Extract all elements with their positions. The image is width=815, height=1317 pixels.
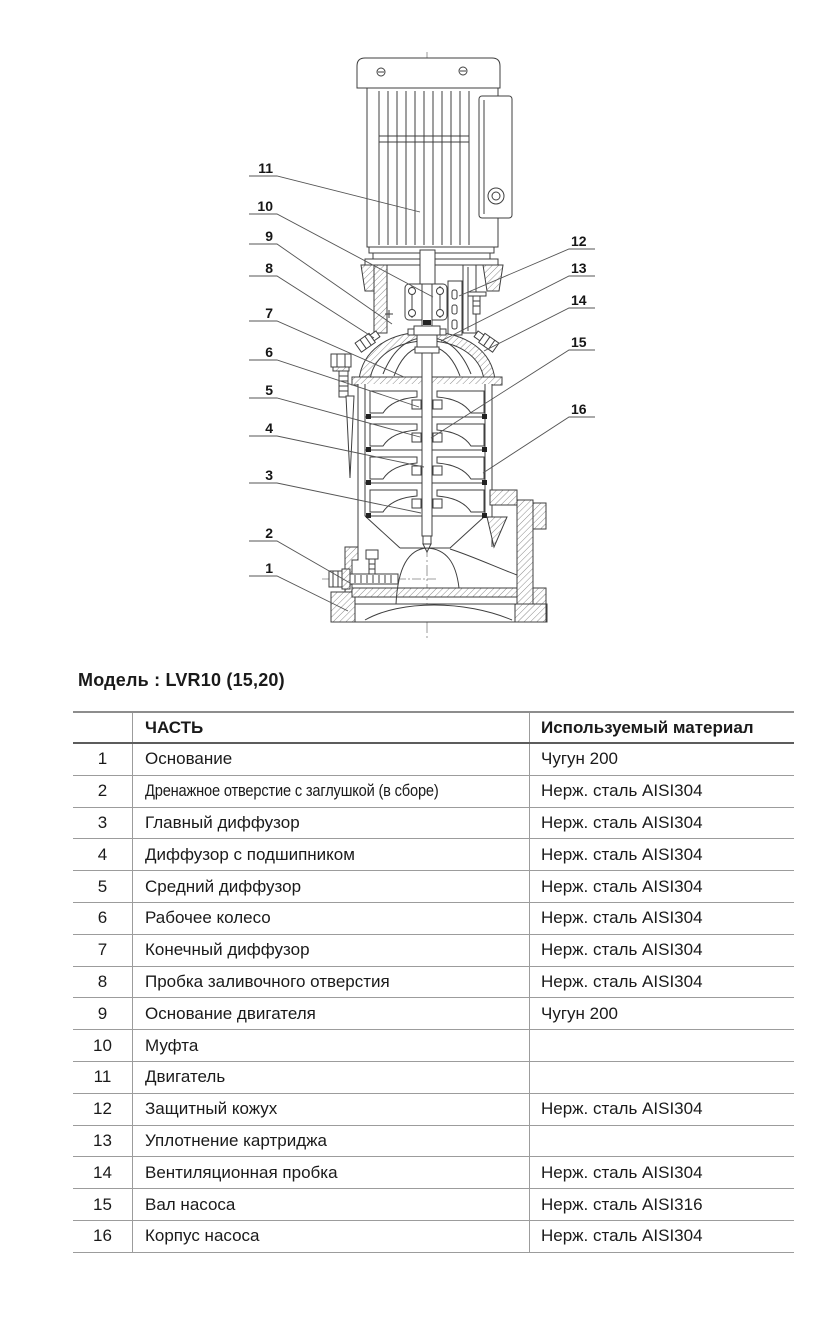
part-material: Нерж. сталь AISI316 [530,1189,795,1221]
part-number: 15 [73,1189,133,1221]
table-row [73,807,794,839]
part-material: Чугун 200 [530,743,795,775]
callout-8: 8 [265,260,273,276]
table-row [73,743,794,775]
part-material: Нерж. сталь AISI304 [530,934,795,966]
table-row [73,775,794,807]
part-number: 7 [73,934,133,966]
part-material: Нерж. сталь AISI304 [530,839,795,871]
part-material: Нерж. сталь AISI304 [530,807,795,839]
table-row [73,966,794,998]
part-number: 8 [73,966,133,998]
part-material: Нерж. сталь AISI304 [530,1220,795,1252]
header-material: Используемый материал [530,712,795,743]
part-name: Вал насоса [133,1189,530,1221]
callout-2: 2 [265,525,273,541]
part-material [530,1061,795,1093]
part-number: 11 [73,1061,133,1093]
part-name: Основание двигателя [133,998,530,1030]
part-material: Нерж. сталь AISI304 [530,871,795,903]
callout-11: 11 [258,160,273,176]
part-material: Нерж. сталь AISI304 [530,1157,795,1189]
part-number: 12 [73,1093,133,1125]
model-title: Модель : LVR10 (15,20) [78,670,285,690]
callout-12: 12 [571,233,587,249]
terminal-box [479,96,512,218]
part-number: 13 [73,1125,133,1157]
part-number: 3 [73,807,133,839]
part-name: Главный диффузор [133,807,530,839]
part-name: Диффузор с подшипником [133,839,530,871]
callout-9: 9 [265,228,273,244]
part-material [530,1125,795,1157]
part-name: Защитный кожух [133,1093,530,1125]
table-row [73,871,794,903]
callout-3: 3 [265,467,273,483]
callout-5: 5 [265,382,273,398]
callout-6: 6 [265,344,273,360]
part-material [530,1030,795,1062]
part-material: Нерж. сталь AISI304 [530,902,795,934]
table-row [73,1157,794,1189]
part-number: 14 [73,1157,133,1189]
part-number: 10 [73,1030,133,1062]
part-name: Пробка заливочного отверстия [133,966,530,998]
table-row [73,1061,794,1093]
jacket-edge [346,396,354,478]
parts-table [73,711,794,1253]
part-name: Основание [133,743,530,775]
table-row [73,998,794,1030]
table-row [73,1220,794,1252]
callout-14: 14 [571,292,587,308]
part-name: Средний диффузор [133,871,530,903]
part-material: Нерж. сталь AISI304 [530,1093,795,1125]
table-row [73,1189,794,1221]
part-name: Вентиляционная пробка [133,1157,530,1189]
part-number: 9 [73,998,133,1030]
drain-plug [322,569,436,589]
callout-15: 15 [571,334,587,350]
callout-10: 10 [257,198,273,214]
part-name: Корпус насоса [133,1220,530,1252]
table-row [73,839,794,871]
part-name: Рабочее колесо [133,902,530,934]
part-number: 2 [73,775,133,807]
callout-13: 13 [571,260,587,276]
motor [357,58,512,265]
part-number: 4 [73,839,133,871]
table-row [73,902,794,934]
table-row [73,1030,794,1062]
header-part: ЧАСТЬ [133,712,530,743]
part-name-text: Дренажное отверстие с заглушкой (в сборе) [145,781,439,801]
table-row [73,1093,794,1125]
part-name: Конечный диффузор [133,934,530,966]
part-name: Двигатель [133,1061,530,1093]
part-number: 1 [73,743,133,775]
part-name: Уплотнение картриджа [133,1125,530,1157]
table-row [73,934,794,966]
coupling-guard [448,281,462,335]
part-number: 16 [73,1220,133,1252]
callout-4: 4 [265,420,273,436]
stud-bolt [331,354,351,397]
part-number: 5 [73,871,133,903]
header-row [73,712,794,743]
part-material: Нерж. сталь AISI304 [530,775,795,807]
part-name: Муфта [133,1030,530,1062]
part-number: 6 [73,902,133,934]
part-material: Нерж. сталь AISI304 [530,966,795,998]
callout-16: 16 [571,401,587,417]
callout-7: 7 [265,305,273,321]
callout-1: 1 [265,560,273,576]
part-name [133,775,530,807]
part-material: Чугун 200 [530,998,795,1030]
header-number [73,712,133,743]
table-row [73,1125,794,1157]
